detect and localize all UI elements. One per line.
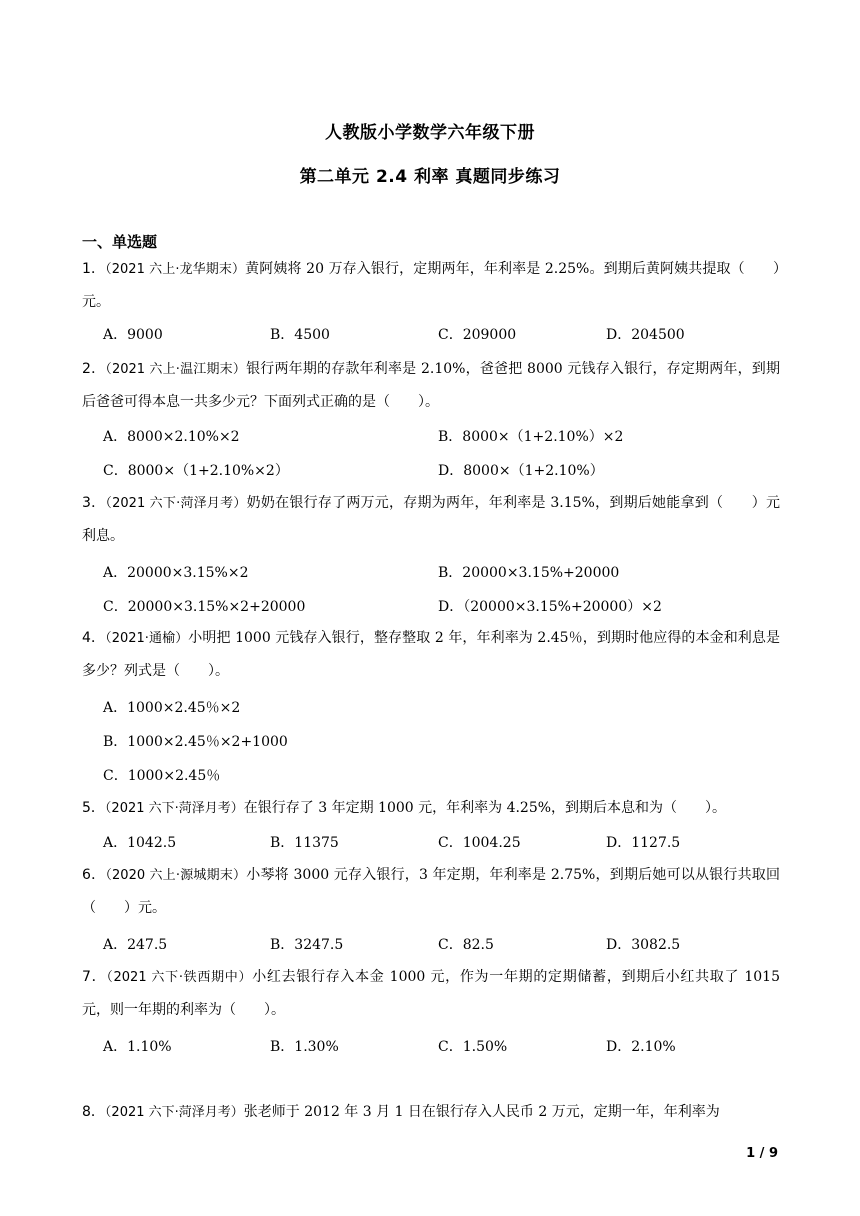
option-a: A．1042.5 [103, 835, 177, 851]
question-2-options-row2 [103, 460, 783, 490]
question-source: （2021 六下·菏泽月考） [105, 496, 247, 511]
question-4 [82, 622, 780, 687]
question-4-option-c-row [103, 765, 783, 795]
option-b: B．4500 [270, 327, 330, 343]
question-number: 5． [82, 800, 105, 816]
option-c: C．20000×3.15%×2+20000 [103, 599, 306, 615]
question-4-option-b-row [103, 731, 783, 761]
option-a: A．247.5 [103, 937, 168, 953]
question-2 [82, 353, 780, 418]
option-c: C．82.5 [438, 937, 494, 953]
question-text: 银行两年期的存款年利率是 2.10%，爸爸把 8000 元钱存入银行，存定期两年，到期后爸爸可得本息一共多少元？下面列式正确的是（ ）。 [82, 361, 780, 410]
option-b: B．20000×3.15%+20000 [438, 565, 620, 581]
question-text: 小明把 1000 元钱存入银行，整存整取 2 年，年利率为 2.45％，到期时他应得的本金和利息是多少？列式是（ ）。 [82, 630, 780, 679]
question-number: 6． [82, 867, 106, 883]
question-source: （2021 六下·菏泽月考） [104, 801, 244, 816]
question-source: （2021 六下·铁西期中） [106, 970, 253, 985]
question-source: （2021·通榆） [105, 631, 189, 646]
question-1 [82, 253, 780, 318]
question-7 [82, 961, 780, 1026]
option-b: B．11375 [270, 835, 339, 851]
question-1-options [103, 324, 783, 354]
question-number: 3． [82, 495, 106, 511]
question-text: 奶奶在银行存了两万元，存期为两年，年利率是 3.15%，到期后她能拿到（ ）元利息。 [82, 495, 780, 544]
option-a: A．1.10% [103, 1039, 172, 1055]
question-3 [82, 487, 780, 552]
question-number: 4． [82, 630, 106, 646]
question-number: 8． [82, 1104, 105, 1120]
option-b: B．3247.5 [270, 937, 344, 953]
option-c: C．1000×2.45％ [103, 768, 221, 784]
option-c: C．8000×（1+2.10%×2） [103, 463, 289, 479]
document-subtitle: 第二单元 2.4 利率 真题同步练习 [299, 167, 561, 187]
question-source: （2021 六上·温江期末） [105, 362, 247, 377]
option-b: B．8000×（1+2.10%）×2 [438, 429, 624, 445]
option-a: A．1000×2.45％×2 [103, 700, 241, 716]
question-source: （2021 六下·菏泽月考） [104, 1105, 244, 1120]
option-b: B．1000×2.45％×2+1000 [103, 734, 288, 750]
question-5 [82, 792, 780, 825]
option-b: B．1.30% [270, 1039, 339, 1055]
question-5-options [103, 832, 783, 862]
question-number: 2． [82, 361, 106, 377]
page-number: 1 / 9 [746, 1146, 778, 1161]
question-text: 张老师于 2012 年 3 月 1 日在银行存入人民币 2 万元，定期一年，年利率为 [243, 1104, 720, 1120]
option-a: A．20000×3.15%×2 [103, 565, 249, 581]
option-a: A．9000 [103, 327, 163, 343]
option-a: A．8000×2.10%×2 [103, 429, 240, 445]
question-7-options [103, 1036, 783, 1066]
question-source: （2021 六上·龙华期末） [105, 262, 246, 277]
option-c: C．1.50% [438, 1039, 508, 1055]
option-d: D．2.10% [606, 1039, 676, 1055]
question-3-options-row1 [103, 562, 783, 592]
question-text: 黄阿姨将 20 万存入银行，定期两年，年利率是 2.25%。到期后黄阿姨共提取（ ）元。 [82, 261, 780, 310]
section-heading: 一、单选题 [82, 233, 158, 251]
option-c: C．1004.25 [438, 835, 521, 851]
option-d: D．1127.5 [606, 835, 681, 851]
question-8 [82, 1096, 780, 1128]
question-number: 7． [82, 969, 107, 985]
option-d: D．3082.5 [606, 937, 681, 953]
document-title: 人教版小学数学六年级下册 [325, 123, 535, 143]
option-d: D．8000×（1+2.10%） [438, 463, 604, 479]
question-number: 1． [82, 261, 106, 277]
option-d: D．204500 [606, 327, 685, 343]
option-d: D．（20000×3.15%+20000）×2 [438, 599, 662, 615]
question-text: 小琴将 3000 元存入银行，3 年定期，年利率是 2.75%，到期后她可以从银行共取回（ ）元。 [82, 867, 780, 916]
question-4-option-a-row [103, 697, 783, 727]
question-6 [82, 859, 780, 924]
question-source: （2020 六上·源城期末） [105, 868, 247, 883]
question-text: 小红去银行存入本金 1000 元，作为一年期的定期储蓄，到期后小红共取了 1015 元，则一年期的利率为（ ）。 [82, 969, 780, 1018]
question-text: 在银行存了 3 年定期 1000 元，年利率为 4.25%，到期后本息和为（ ）。 [243, 800, 727, 816]
option-c: C．209000 [438, 327, 517, 343]
question-6-options [103, 934, 783, 964]
question-2-options-row1 [103, 426, 783, 456]
